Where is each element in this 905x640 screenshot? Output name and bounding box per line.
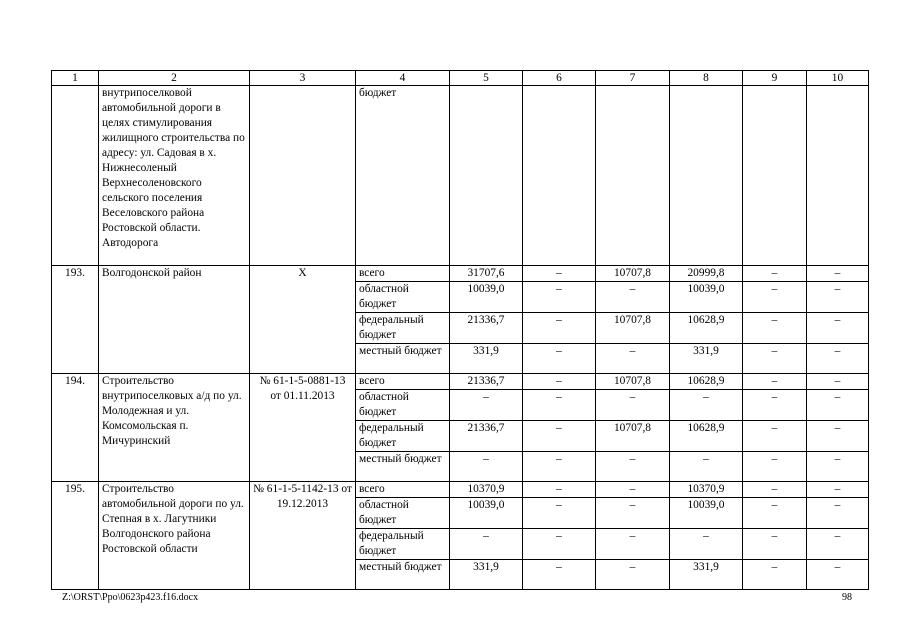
program-table	[51, 70, 869, 590]
file-path: Z:\ORST\Ppo\0623p423.f16.docx	[62, 592, 199, 603]
value-cell-6: –	[523, 482, 596, 498]
header-cell: 10	[807, 71, 869, 86]
funding-source: федеральный бюджет	[356, 313, 450, 344]
document-ref: № 61-1-5-1142-13 от 19.12.2013	[250, 482, 356, 590]
value-cell-9: –	[743, 529, 807, 560]
header-cell: 5	[450, 71, 523, 86]
document-ref: Х	[250, 266, 356, 374]
value-cell-5: 21336,7	[450, 374, 523, 390]
value-cell-5: –	[450, 390, 523, 421]
value-cell-9: –	[743, 482, 807, 498]
value-cell-8: 10628,9	[670, 374, 743, 390]
value-cell-5: 21336,7	[450, 421, 523, 452]
value-cell-10: –	[807, 452, 869, 482]
value-cell-9: –	[743, 452, 807, 482]
value-cell-8: 10039,0	[670, 282, 743, 313]
value-cell-6: –	[523, 498, 596, 529]
value-cell-8: 10370,9	[670, 482, 743, 498]
table-row-continued	[52, 86, 869, 266]
value-cell-6: –	[523, 560, 596, 590]
funding-source: бюджет	[356, 86, 450, 266]
project-description: внутрипоселковой автомобильной дороги в целях стимулирования жилищного строительства по адресу: ул. Садовая в х. Нижнесоленый Верхнесоленовского сельского поселения Веселовского района Ростовской области. Автодорога	[99, 86, 250, 266]
value-cell-5: 10370,9	[450, 482, 523, 498]
value-cell	[523, 86, 596, 266]
project-description: Строительство автомобильной дороги по ул. Степная в х. Лагутники Волгодонского района Ростовской области	[99, 482, 250, 590]
row-number	[52, 86, 99, 266]
value-cell	[450, 86, 523, 266]
value-cell-10: –	[807, 421, 869, 452]
value-cell-10: –	[807, 529, 869, 560]
header-cell: 8	[670, 71, 743, 86]
value-cell-10: –	[807, 266, 869, 282]
value-cell-10: –	[807, 313, 869, 344]
value-cell-8: 331,9	[670, 344, 743, 374]
value-cell-5: 21336,7	[450, 313, 523, 344]
value-cell-8: 331,9	[670, 560, 743, 590]
value-cell-5: 10039,0	[450, 498, 523, 529]
document-ref	[250, 86, 356, 266]
funding-source: местный бюджет	[356, 452, 450, 482]
value-cell-7: –	[596, 560, 670, 590]
value-cell-7: 10707,8	[596, 266, 670, 282]
value-cell-7: –	[596, 390, 670, 421]
value-cell-10: –	[807, 282, 869, 313]
value-cell-9: –	[743, 421, 807, 452]
value-cell-6: –	[523, 266, 596, 282]
value-cell-8: 10628,9	[670, 421, 743, 452]
funding-source: областной бюджет	[356, 282, 450, 313]
value-cell-6: –	[523, 282, 596, 313]
table-row	[52, 482, 869, 498]
funding-source: всего	[356, 266, 450, 282]
funding-source: областной бюджет	[356, 390, 450, 421]
value-cell-7: 10707,8	[596, 313, 670, 344]
value-cell-6: –	[523, 374, 596, 390]
header-row	[52, 71, 869, 86]
value-cell-9: –	[743, 313, 807, 344]
value-cell-5: 31707,6	[450, 266, 523, 282]
header-cell: 2	[99, 71, 250, 86]
value-cell-8: –	[670, 529, 743, 560]
value-cell-7: –	[596, 529, 670, 560]
value-cell-10: –	[807, 374, 869, 390]
value-cell-6: –	[523, 421, 596, 452]
value-cell-9: –	[743, 498, 807, 529]
value-cell-6: –	[523, 390, 596, 421]
value-cell-6: –	[523, 344, 596, 374]
value-cell-7: 10707,8	[596, 374, 670, 390]
funding-source: федеральный бюджет	[356, 421, 450, 452]
value-cell-7: –	[596, 344, 670, 374]
value-cell-5: –	[450, 452, 523, 482]
value-cell	[807, 86, 869, 266]
value-cell-9: –	[743, 560, 807, 590]
funding-source: местный бюджет	[356, 560, 450, 590]
funding-source: федеральный бюджет	[356, 529, 450, 560]
value-cell-7: –	[596, 498, 670, 529]
funding-source: местный бюджет	[356, 344, 450, 374]
funding-source: всего	[356, 374, 450, 390]
value-cell-6: –	[523, 313, 596, 344]
funding-source: всего	[356, 482, 450, 498]
value-cell-10: –	[807, 560, 869, 590]
value-cell-9: –	[743, 282, 807, 313]
value-cell-8: –	[670, 452, 743, 482]
row-number: 193.	[52, 266, 99, 374]
value-cell-10: –	[807, 344, 869, 374]
table-row	[52, 266, 869, 282]
value-cell	[743, 86, 807, 266]
header-cell: 7	[596, 71, 670, 86]
value-cell-9: –	[743, 390, 807, 421]
header-cell: 6	[523, 71, 596, 86]
row-number: 194.	[52, 374, 99, 482]
value-cell-9: –	[743, 344, 807, 374]
project-description: Волгодонской район	[99, 266, 250, 374]
value-cell-10: –	[807, 482, 869, 498]
value-cell-8: 10039,0	[670, 498, 743, 529]
header-cell: 3	[250, 71, 356, 86]
value-cell	[596, 86, 670, 266]
value-cell-5: 10039,0	[450, 282, 523, 313]
value-cell-8: 10628,9	[670, 313, 743, 344]
value-cell-10: –	[807, 498, 869, 529]
value-cell-6: –	[523, 529, 596, 560]
value-cell	[670, 86, 743, 266]
page-number: 98	[842, 592, 852, 603]
value-cell-5: –	[450, 529, 523, 560]
value-cell-9: –	[743, 374, 807, 390]
funding-source: областной бюджет	[356, 498, 450, 529]
header-cell: 4	[356, 71, 450, 86]
value-cell-10: –	[807, 390, 869, 421]
value-cell-5: 331,9	[450, 344, 523, 374]
value-cell-6: –	[523, 452, 596, 482]
value-cell-7: –	[596, 282, 670, 313]
value-cell-5: 331,9	[450, 560, 523, 590]
project-description: Строительство внутрипоселковых а/д по ул. Молодежная и ул. Комсомольская п. Мичуринский	[99, 374, 250, 482]
value-cell-9: –	[743, 266, 807, 282]
header-cell: 1	[52, 71, 99, 86]
value-cell-8: –	[670, 390, 743, 421]
value-cell-8: 20999,8	[670, 266, 743, 282]
value-cell-7: 10707,8	[596, 421, 670, 452]
header-cell: 9	[743, 71, 807, 86]
row-number: 195.	[52, 482, 99, 590]
document-ref: № 61-1-5-0881-13 от 01.11.2013	[250, 374, 356, 482]
value-cell-7: –	[596, 452, 670, 482]
table-row	[52, 374, 869, 390]
value-cell-7: –	[596, 482, 670, 498]
